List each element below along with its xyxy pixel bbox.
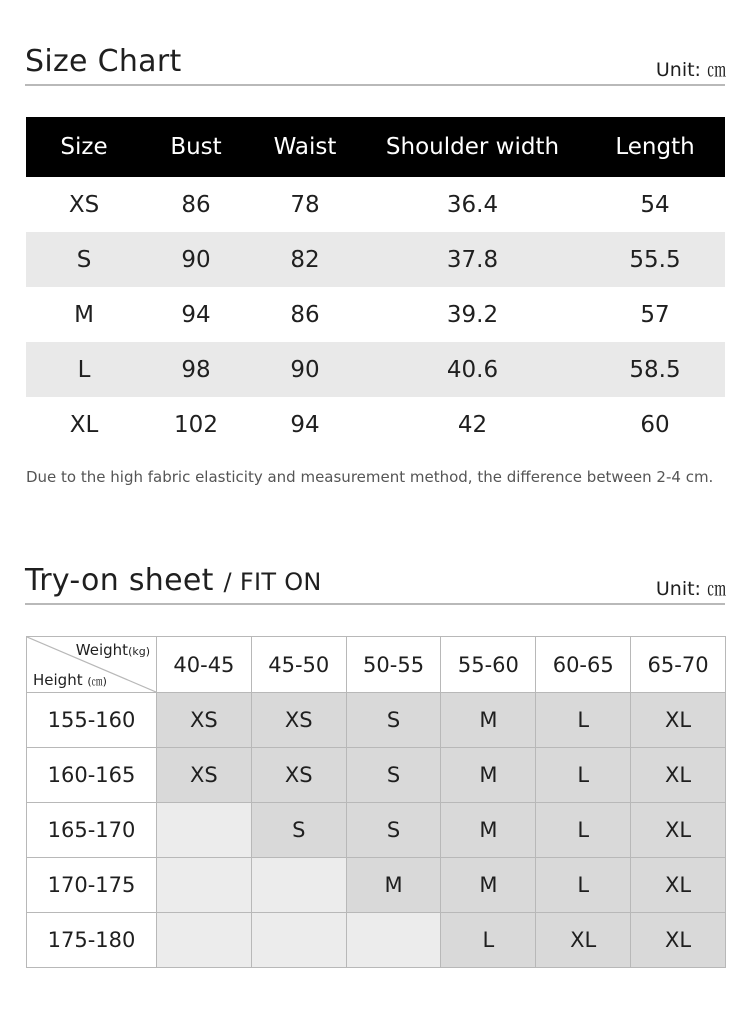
empty-cell xyxy=(346,913,441,968)
height-unit: (㎝) xyxy=(87,675,107,688)
size-chart-header-cell: Size xyxy=(26,117,142,177)
size-chart-table xyxy=(26,117,725,452)
size-chart-cell: M xyxy=(74,301,94,328)
table-row xyxy=(26,397,725,452)
recommended-size-cell: XL xyxy=(631,858,726,913)
try-on-header-row xyxy=(27,637,726,693)
size-chart-cell: 40.6 xyxy=(360,342,585,397)
size-chart-cell: 86 xyxy=(290,301,320,328)
size-chart-note: Due to the high fabric elasticity and measurement method, the difference between 2-4 cm. xyxy=(26,468,714,486)
size-chart-cell: L xyxy=(26,342,142,397)
recommended-size-cell: XS xyxy=(251,693,346,748)
recommended-size-cell: S xyxy=(346,693,441,748)
weight-range-header: 50-55 xyxy=(346,637,441,693)
size-chart-cell: 55.5 xyxy=(585,232,725,287)
recommended-size-cell: S xyxy=(251,803,346,858)
empty-cell xyxy=(251,858,346,913)
height-label: Height xyxy=(33,671,83,689)
empty-cell xyxy=(251,913,346,968)
size-chart-cell: 57 xyxy=(640,301,670,328)
try-on-divider xyxy=(25,603,725,605)
try-on-title xyxy=(25,563,322,598)
size-chart-cell: 94 xyxy=(290,411,320,438)
size-chart-cell: XL xyxy=(69,411,99,438)
size-chart-cell: 60 xyxy=(640,411,670,438)
height-axis-label xyxy=(33,671,107,689)
height-range-header: 175-180 xyxy=(27,913,157,968)
table-row xyxy=(27,913,726,968)
size-chart-cell: 86 xyxy=(181,191,211,218)
recommended-size-cell: S xyxy=(346,803,441,858)
weight-range-header: 55-60 xyxy=(441,637,536,693)
size-chart-header-cell: Length xyxy=(585,117,725,177)
weight-label: Weight xyxy=(75,641,129,659)
try-on-title-text: Try-on sheet xyxy=(25,563,214,598)
table-row xyxy=(26,177,725,232)
size-chart-cell: 94 xyxy=(181,301,211,328)
recommended-size-cell: L xyxy=(536,693,631,748)
size-chart-header-cell: Bust xyxy=(142,117,250,177)
recommended-size-cell: XS xyxy=(157,748,252,803)
size-chart-cell: 90 xyxy=(250,342,360,397)
empty-cell xyxy=(157,803,252,858)
empty-cell xyxy=(157,858,252,913)
recommended-size-cell: M xyxy=(441,803,536,858)
table-row xyxy=(26,287,725,342)
recommended-size-cell: XL xyxy=(631,913,726,968)
size-chart-divider xyxy=(25,84,725,86)
size-chart-cell: 98 xyxy=(142,342,250,397)
size-chart-cell: 54 xyxy=(640,191,670,218)
recommended-size-cell: S xyxy=(346,748,441,803)
size-chart-unit: Unit: ㎝ xyxy=(655,59,726,81)
empty-cell xyxy=(157,913,252,968)
table-row xyxy=(27,858,726,913)
recommended-size-cell: M xyxy=(441,858,536,913)
height-range-header: 170-175 xyxy=(27,858,157,913)
recommended-size-cell: L xyxy=(536,803,631,858)
size-chart-header-cell: Waist xyxy=(250,117,360,177)
recommended-size-cell: L xyxy=(441,913,536,968)
size-chart-cell: 90 xyxy=(142,232,250,287)
recommended-size-cell: M xyxy=(441,748,536,803)
weight-range-header: 40-45 xyxy=(157,637,252,693)
height-range-header: 155-160 xyxy=(27,693,157,748)
size-chart-header-row xyxy=(26,117,725,177)
recommended-size-cell: XS xyxy=(251,748,346,803)
size-chart-cell: 102 xyxy=(174,411,218,438)
recommended-size-cell: L xyxy=(536,748,631,803)
size-chart-header-cell: Shoulder width xyxy=(360,117,585,177)
height-range-header: 160-165 xyxy=(27,748,157,803)
size-chart-cell: 37.8 xyxy=(360,232,585,287)
recommended-size-cell: M xyxy=(346,858,441,913)
recommended-size-cell: M xyxy=(441,693,536,748)
weight-range-header: 45-50 xyxy=(251,637,346,693)
weight-range-header: 60-65 xyxy=(536,637,631,693)
size-chart-cell: S xyxy=(26,232,142,287)
size-chart-cell: 36.4 xyxy=(446,191,499,218)
recommended-size-cell: XL xyxy=(536,913,631,968)
try-on-corner-cell xyxy=(27,637,157,693)
size-chart-cell: 39.2 xyxy=(446,301,499,328)
height-range-header: 165-170 xyxy=(27,803,157,858)
weight-axis-label xyxy=(76,641,150,659)
size-chart-cell: 42 xyxy=(457,411,488,438)
recommended-size-cell: XL xyxy=(631,803,726,858)
table-row xyxy=(26,342,725,397)
size-chart-title-text: Size Chart xyxy=(25,44,182,79)
table-row xyxy=(27,803,726,858)
try-on-subtitle: / FIT ON xyxy=(223,568,322,596)
weight-range-header: 65-70 xyxy=(631,637,726,693)
table-row xyxy=(27,748,726,803)
size-chart-title xyxy=(25,44,182,79)
try-on-table xyxy=(26,636,726,968)
size-chart-cell: 78 xyxy=(290,191,320,218)
weight-unit: (kg) xyxy=(128,645,150,658)
recommended-size-cell: XL xyxy=(631,693,726,748)
recommended-size-cell: XL xyxy=(631,748,726,803)
table-row xyxy=(27,693,726,748)
size-chart-body xyxy=(26,177,725,452)
try-on-unit: Unit: ㎝ xyxy=(655,578,726,600)
try-on-body xyxy=(27,693,726,968)
recommended-size-cell: L xyxy=(536,858,631,913)
recommended-size-cell: XS xyxy=(157,693,252,748)
size-chart-cell: XS xyxy=(68,191,100,218)
table-row xyxy=(26,232,725,287)
size-chart-cell: 82 xyxy=(250,232,360,287)
size-chart-cell: 58.5 xyxy=(585,342,725,397)
